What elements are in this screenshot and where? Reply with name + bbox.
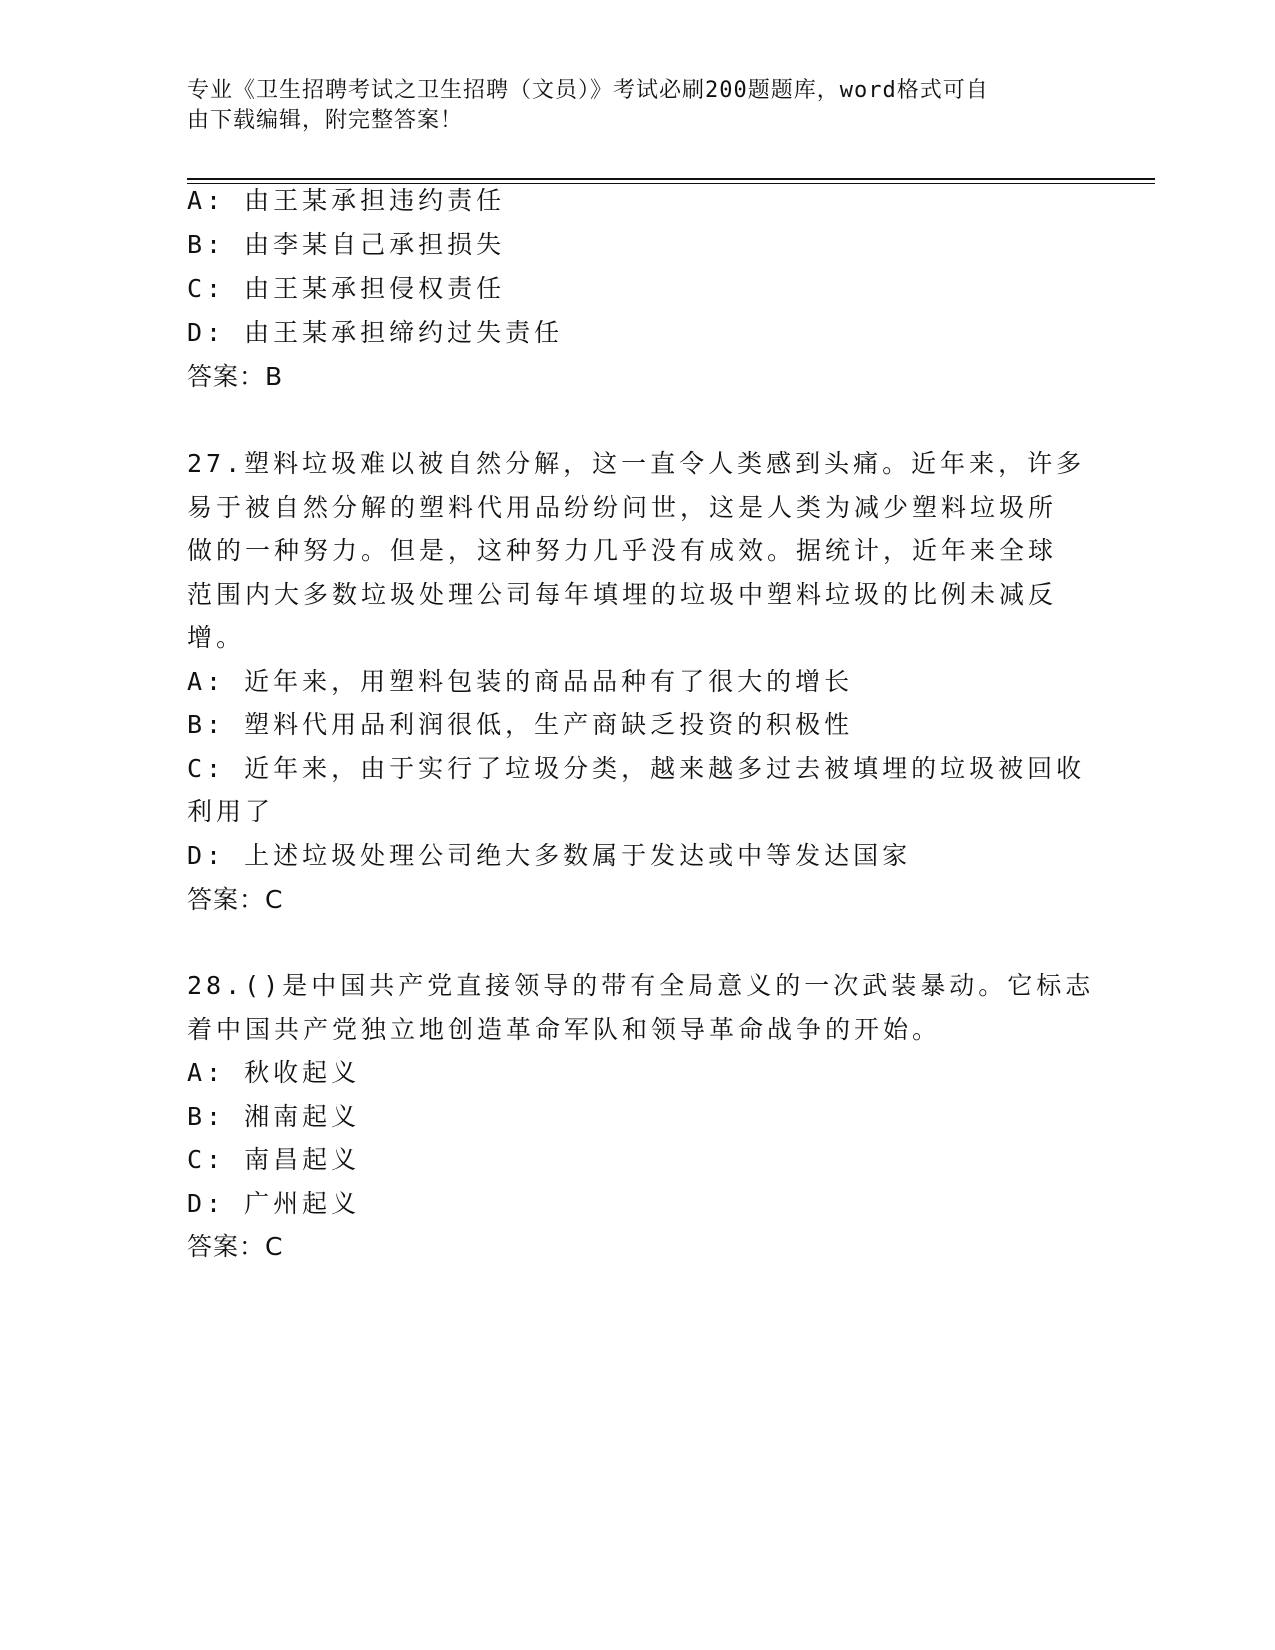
question-stem-line: 28.()是中国共产党直接领导的带有全局意义的一次武装暴动。它标志 xyxy=(187,971,1095,1000)
document-header xyxy=(187,76,1067,136)
option-d: D: 广州起义 xyxy=(187,1189,361,1218)
option-b: B: 塑料代用品利润很低，生产商缺乏投资的积极性 xyxy=(187,710,854,739)
option-a: A: 近年来，用塑料包装的商品品种有了很大的增长 xyxy=(187,667,854,696)
question-stem-line: 着中国共产党独立地创造革命军队和领导革命战争的开始。 xyxy=(187,1015,942,1044)
question-stem-line: 范围内大多数垃圾处理公司每年填埋的垃圾中塑料垃圾的比例未减反 xyxy=(187,580,1058,609)
answer-label: 答案：C xyxy=(187,1232,284,1261)
header-line-1: 专业《卫生招聘考试之卫生招聘（文员）》考试必刷200题题库，word格式可自 xyxy=(187,78,989,103)
option-b: B: 由李某自己承担损失 xyxy=(187,230,506,259)
question-stem-line: 易于被自然分解的塑料代用品纷纷问世，这是人类为减少塑料垃圾所 xyxy=(187,493,1058,522)
option-c: C: 由王某承担侵权责任 xyxy=(187,274,506,303)
option-d: D: 上述垃圾处理公司绝大多数属于发达或中等发达国家 xyxy=(187,841,912,870)
header-line-2: 由下载编辑，附完整答案！ xyxy=(187,108,464,133)
option-c: C: 近年来，由于实行了垃圾分类，越来越多过去被填埋的垃圾被回收 xyxy=(187,754,1086,783)
option-c-continued: 利用了 xyxy=(187,797,275,826)
header-divider-thick xyxy=(187,178,1155,180)
header-divider-thin xyxy=(187,183,1155,184)
option-a: A: 由王某承担违约责任 xyxy=(187,186,506,215)
question-stem-line: 27.塑料垃圾难以被自然分解，这一直令人类感到头痛。近年来，许多 xyxy=(187,449,1086,478)
question-stem-line: 增。 xyxy=(187,623,246,652)
option-d: D: 由王某承担缔约过失责任 xyxy=(187,318,564,347)
answer-label: 答案：B xyxy=(187,362,284,391)
option-c: C: 南昌起义 xyxy=(187,1145,361,1174)
answer-label: 答案：C xyxy=(187,885,284,914)
option-a: A: 秋收起义 xyxy=(187,1058,361,1087)
option-b: B: 湘南起义 xyxy=(187,1102,361,1131)
question-stem-line: 做的一种努力。但是，这种努力几乎没有成效。据统计，近年来全球 xyxy=(187,536,1058,565)
